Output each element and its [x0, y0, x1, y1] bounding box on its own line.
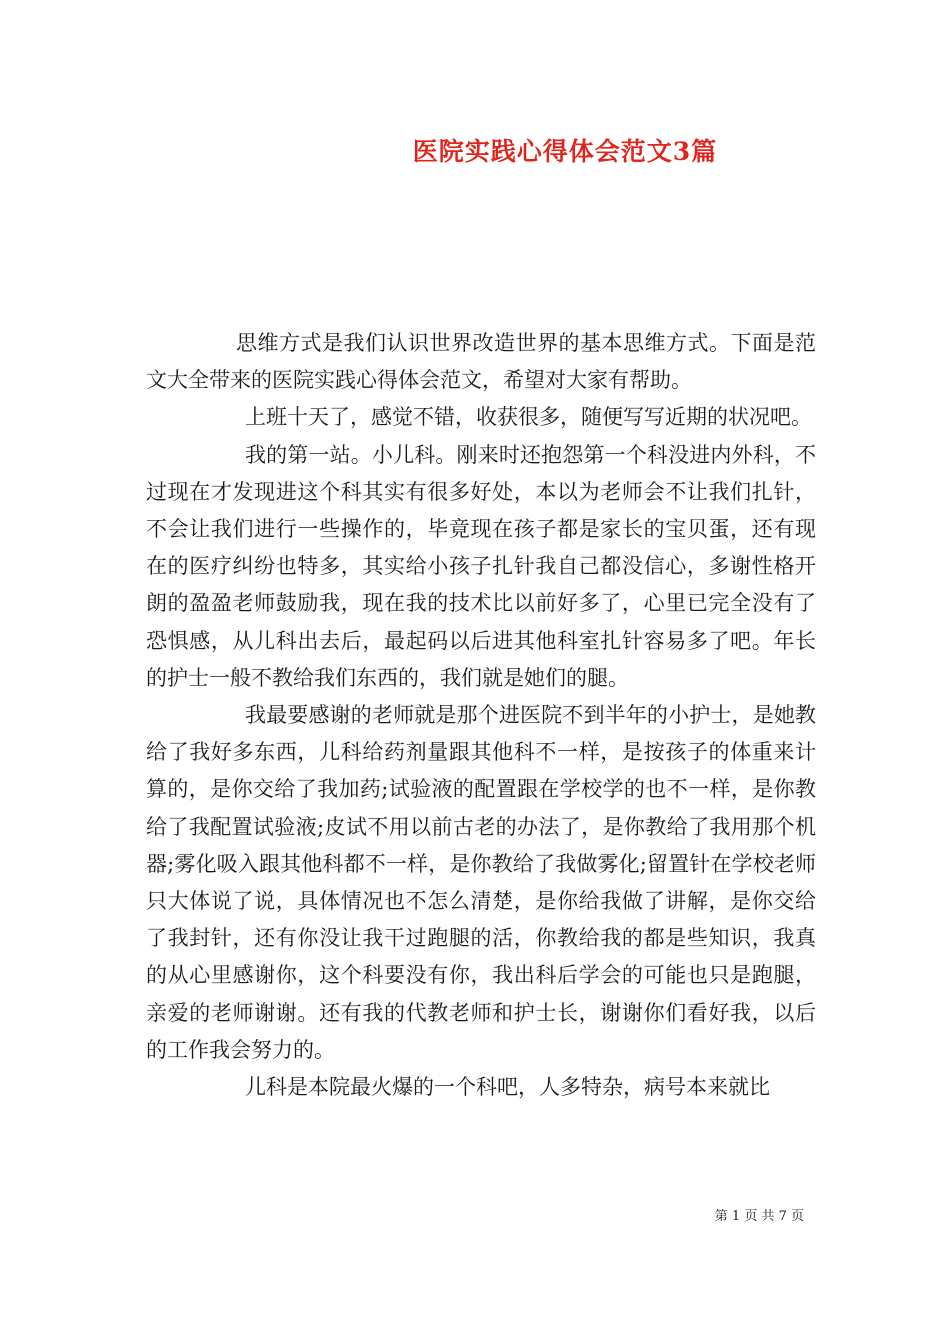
document-title: 医院实践心得体会范文3篇 — [412, 137, 718, 166]
paragraph-5: 儿科是本院最火爆的一个科吧，人多特杂，病号本来就比 — [245, 1075, 770, 1100]
document-body — [146, 325, 816, 1106]
paragraph-3: 我的第一站。小儿科。刚来时还抱怨第一个科没进内外科，不过现在才发现进这个科其实有很多好处，本以为老师会不让我们扎针，不会让我们进行一些操作的，毕竟现在孩子都是家长的宝贝蛋，还有现在的医疗纠纷也特多，其实给小孩子扎针我自己都没信心，多谢性格开朗的盈盈老师鼓励我，现在我的技术比以前好多了，心里已完全没有了恐惧感，从儿科出去后，最起码以后进其他科室扎针容易多了吧。年长的护士一般不教给我们东西的，我们就是她们的腿。 — [146, 442, 816, 690]
paragraph-2: 上班十天了，感觉不错，收获很多，随便写写近期的状况吧。 — [245, 405, 812, 430]
paragraph-intro: 思维方式是我们认识世界改造世界的基本思维方式。下面是范文大全带来的医院实践心得体会范文，希望对大家有帮助。 — [146, 331, 816, 393]
paragraph-4: 我最要感谢的老师就是那个进医院不到半年的小护士，是她教给了我好多东西，儿科给药剂量跟其他科不一样，是按孩子的体重来计算的，是你交给了我加药;试验液的配置跟在学校学的也不一样，是你教给了我配置试验液;皮试不用以前古老的办法了，是你教给了我用那个机器;雾化吸入跟其他科都不一样，是你教给了我做雾化;留置针在学校老师只大体说了说，具体情况也不怎么清楚，是你给我做了讲解，是你交给了我封针，还有你没让我干过跑腿的活，你教给我的都是些知识，我真的从心里感谢你，这个科要没有你，我出科后学会的可能也只是跑腿，亲爱的老师谢谢。还有我的代教老师和护士长，谢谢你们看好我，以后的工作我会努力的。 — [146, 703, 816, 1062]
page-number: 第 1 页 共 7 页 — [714, 1209, 804, 1224]
